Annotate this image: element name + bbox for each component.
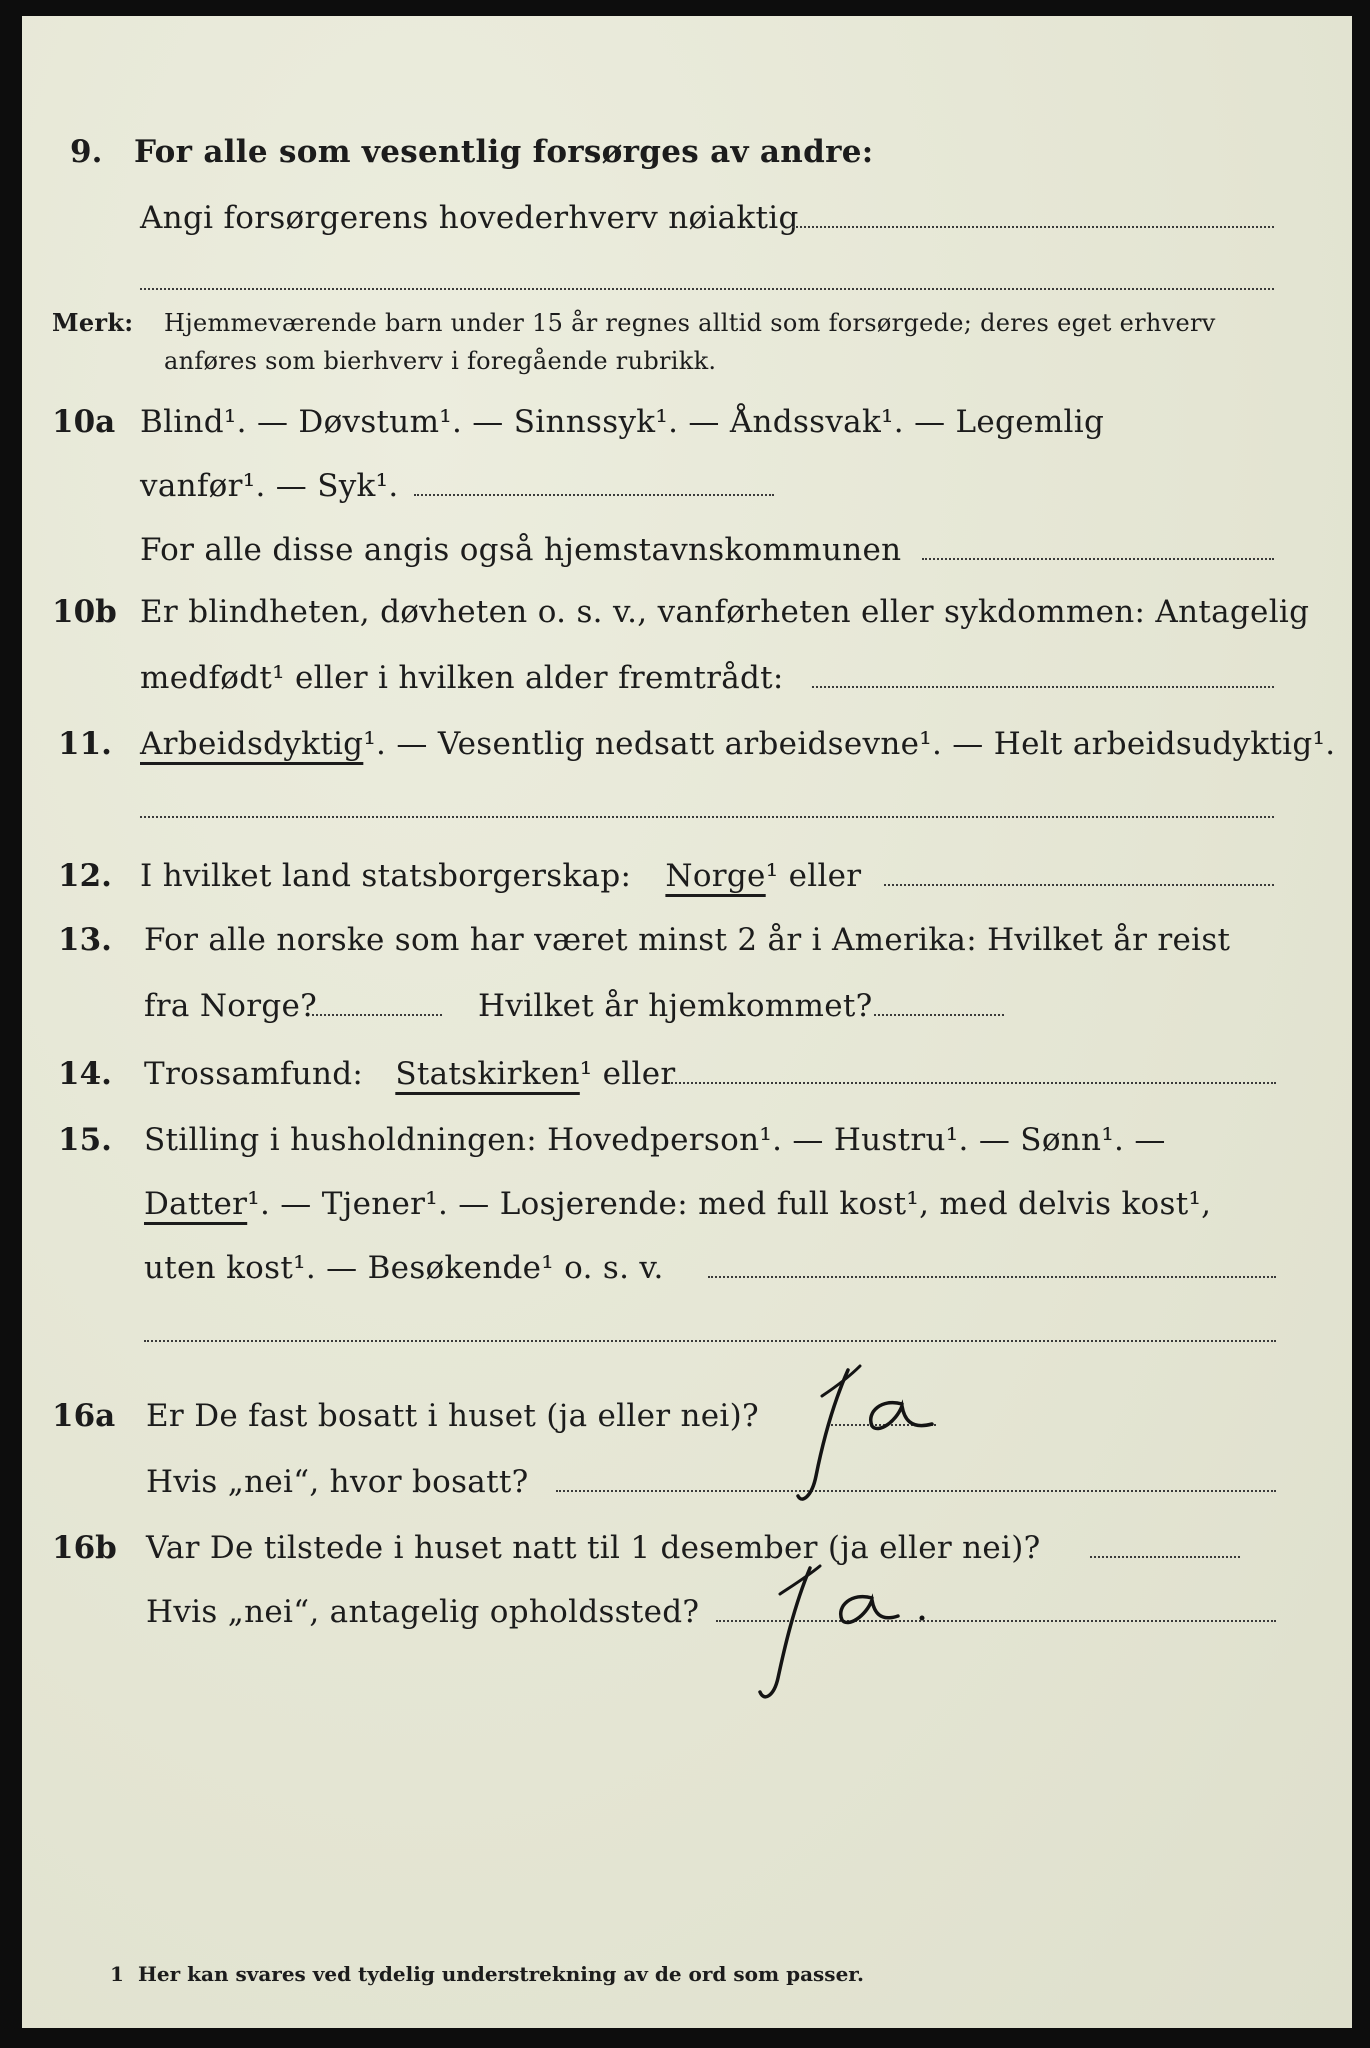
answer-line-10a-kommune[interactable] — [922, 558, 1274, 560]
footnote-text: Her kan svares ved tydelig understrekning av de ord som passer. — [138, 1962, 864, 1986]
question-14-underlined: Statskirken — [395, 1056, 580, 1092]
question-12-underlined: Norge — [665, 858, 766, 894]
handwritten-answer-16b-text: Ja. — [852, 1656, 854, 1657]
question-15-line2 — [144, 1184, 1211, 1224]
answer-line-12[interactable] — [884, 884, 1274, 886]
question-11-text — [140, 724, 1335, 764]
question-11-number: 11. — [58, 726, 112, 762]
answer-line-15b[interactable] — [144, 1340, 1276, 1342]
question-12-pre: I hvilket land statsborgerskap: — [140, 858, 632, 894]
question-13-line2a: fra Norge? — [144, 988, 318, 1024]
question-14-number: 14. — [58, 1056, 112, 1092]
handwritten-answer-16b — [722, 1546, 942, 1716]
question-10b-number: 10b — [52, 594, 117, 630]
question-15-underlined: Datter — [144, 1186, 248, 1222]
question-14-post: ¹ eller — [579, 1056, 676, 1092]
question-12-text — [140, 856, 861, 896]
question-9-line2: Angi forsørgerens hovederhverv nøiaktig — [140, 200, 799, 236]
question-13-number: 13. — [58, 922, 112, 958]
question-16a-line2: Hvis „nei“, hvor bosatt? — [146, 1464, 529, 1500]
question-11-underlined: Arbeidsdyktig — [140, 726, 364, 762]
question-12-number: 12. — [58, 858, 112, 894]
question-10b-line1: Er blindheten, døvheten o. s. v., vanførheten eller sykdommen: Antagelig — [140, 594, 1310, 630]
answer-line-9b[interactable] — [140, 288, 1274, 290]
answer-line-13-hjemkommet[interactable] — [874, 1014, 1004, 1016]
question-10a-line1: Blind¹. — Døvstum¹. — Sinnssyk¹. — Åndssvak¹. — Legemlig — [140, 404, 1105, 440]
answer-line-10b[interactable] — [812, 686, 1274, 688]
question-15-line1: Stilling i husholdningen: Hovedperson¹. — Hustru¹. — Sønn¹. — — [144, 1122, 1166, 1158]
question-10a-line3: For alle disse angis også hjemstavnskommunen — [140, 532, 902, 568]
answer-line-13-reist[interactable] — [312, 1014, 442, 1016]
question-16b-number: 16b — [52, 1530, 117, 1566]
footnote-mark: 1 — [110, 1962, 124, 1986]
question-12-post: ¹ eller — [765, 858, 862, 894]
question-15-number: 15. — [58, 1122, 112, 1158]
question-14-pre: Trossamfund: — [144, 1056, 364, 1092]
handwritten-answer-16a — [762, 1346, 962, 1516]
question-14-text — [144, 1054, 676, 1094]
question-10b-line2: medfødt¹ eller i hvilken alder fremtrådt: — [140, 660, 784, 696]
question-15-line2rest: ¹. — Tjener¹. — Losjerende: med full kost¹, med delvis kost¹, — [247, 1186, 1212, 1222]
answer-line-14[interactable] — [668, 1082, 1276, 1084]
answer-line-10a-syk[interactable] — [414, 494, 774, 496]
census-form-page — [22, 16, 1352, 2028]
question-9-number: 9. — [70, 134, 103, 170]
question-16b-line1: Var De tilstede i huset natt til 1 desember (ja eller nei)? — [146, 1530, 1041, 1566]
question-9-line1: For alle som vesentlig forsørges av andre: — [134, 134, 874, 170]
merk-line2: anføres som bierhverv i foregående rubrikk. — [164, 347, 717, 375]
question-10a-line2: vanfør¹. — Syk¹. — [140, 468, 399, 504]
question-11-rest: ¹. — Vesentlig nedsatt arbeidsevne¹. — Helt arbeidsudyktig¹. — [363, 726, 1336, 762]
answer-line-11[interactable] — [140, 816, 1274, 818]
merk-line1: Hjemmeværende barn under 15 år regnes alltid som forsørgede; deres eget erhverv — [164, 309, 1216, 337]
answer-line-9[interactable] — [792, 226, 1274, 228]
question-16b-line2: Hvis „nei“, antagelig opholdssted? — [146, 1594, 700, 1630]
handwritten-answer-16a-text: Ja — [892, 1456, 893, 1457]
answer-line-15[interactable] — [708, 1276, 1276, 1278]
question-13-line1: For alle norske som har været minst 2 år i Amerika: Hvilket år reist — [144, 922, 1231, 958]
merk-label: Merk: — [52, 308, 134, 337]
question-15-line3: uten kost¹. — Besøkende¹ o. s. v. — [144, 1250, 664, 1286]
question-16a-line1: Er De fast bosatt i huset (ja eller nei)? — [146, 1398, 759, 1434]
question-10a-number: 10a — [52, 404, 116, 440]
question-16a-number: 16a — [52, 1398, 116, 1434]
question-13-line2b: Hvilket år hjemkommet? — [478, 988, 873, 1024]
answer-line-16b[interactable] — [1090, 1556, 1240, 1558]
